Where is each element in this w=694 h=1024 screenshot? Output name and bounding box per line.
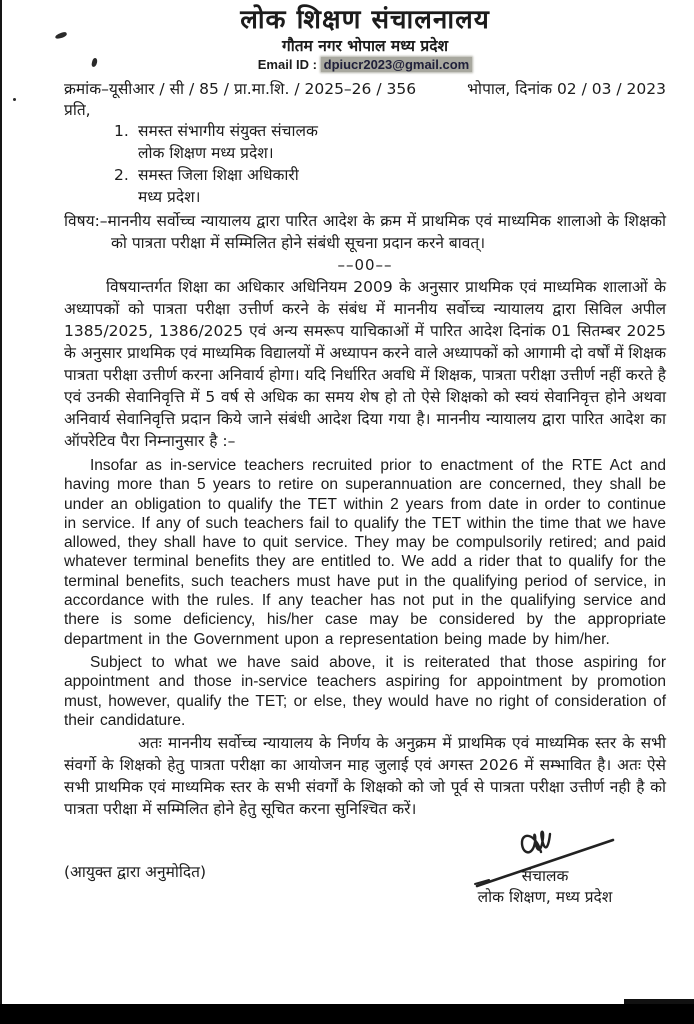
signature-area: [64, 824, 666, 944]
addressee-line: मध्य प्रदेश।: [138, 188, 201, 206]
signatory-designation: संचालक: [521, 867, 569, 886]
addressee-line: लोक शिक्षण मध्य प्रदेश।: [138, 144, 274, 162]
subject-line: विषय:–माननीय सर्वोच्च न्यायालय द्वारा पारित आदेश के क्रम में प्राथमिक एवं माध्यमिक शालाओ के शिक्षको को पात्रता परीक्षा में सम्मिलित होने संबंधी सूचना प्रदान करने बावत्।: [64, 212, 666, 252]
addressee-item: [114, 120, 666, 164]
approval-note: (आयुक्त द्वारा अनुमोदित): [64, 863, 207, 882]
reference-number: क्रमांक–यूसीआर / सी / 85 / प्रा.मा.शि. / 2025–26 / 356: [64, 80, 417, 98]
place-and-date: भोपाल, दिनांक 02 / 03 / 2023: [467, 80, 666, 98]
signatory-organisation: लोक शिक्षण, मध्य प्रदेश: [477, 888, 613, 907]
addressee-item: [114, 164, 666, 208]
section-divider: ––00––: [337, 256, 393, 274]
page-title: लोक शिक्षण संचालनालय: [240, 5, 490, 35]
addressee-line: समस्त संभागीय संयुक्त संचालक: [138, 122, 318, 140]
signature-block: [440, 824, 650, 908]
scan-edge-artifact-left: [0, 0, 2, 1024]
ink-speck: [13, 98, 16, 101]
email-value: dpiucr2023@gmail.com: [321, 57, 473, 72]
addressee-number: 1.: [114, 122, 129, 140]
page-subtitle: गौतम नगर भोपाल मध्य प्रदेश: [281, 37, 448, 55]
paragraph-english-quote-1: Insofar as in-service teachers recruited prior to enactment of the RTE Act and having more than 5 years to retire on superannuation are concerned, they shall be under an obligation to qualify the TET within 2 years from date in order to continue in service. If any of such teachers fail to qualify the TET within the time that we have allowed, they shall have to quit service. They may be compulsorily retired; and paid whatever terminal benefits they are entitled to. We add a rider that to qualify for the terminal benefits, such teachers must have put in the qualifying period of service, in accordance with the rules. If any teacher has not put in the qualifying service and there is some deficiency, his/her case may be considered by the appropriate department in the Government upon a representation being made by him/her.: [64, 457, 666, 648]
reference-row: [64, 78, 666, 100]
salutation: प्रति,: [64, 101, 91, 119]
email-line: [64, 56, 666, 74]
addressee-text: [138, 164, 299, 208]
paragraph-hindi-intro: विषयान्तर्गत शिक्षा का अधिकार अधिनियम 2009 के अनुसार प्राथमिक एवं माध्यमिक शालाओं के अध्यापकों को पात्रता परीक्षा उत्तीर्ण करने के संबंध में माननीय सर्वोच्च न्यायालय द्वारा सिविल अपील 1385/2025, 1386/2025 एवं अन्य समरूप याचिकाओं में पारित आदेश दिनांक 01 सितम्बर 2025 के अनुसार प्राथमिक एवं माध्यमिक विद्यालयों में अध्यापन करने वाले अध्यापकों को आगामी दो वर्षों में शिक्षक पात्रता परीक्षा उत्तीर्ण करना अनिवार्य होगा। यदि निर्धारित अवधि में शिक्षक, पात्रता परीक्षा उत्तीर्ण नहीं करते है एवं उनकी सेवानिवृत्ति में 5 वर्ष से अधिक का समय शेष हो तो ऐसे शिक्षको को स्वयं सेवानिवृत्त होने अथवा अनिवार्य सेवानिवृत्ति प्रदान किये जाने संबंधी आदेश दिया गया है। माननीय न्यायालय द्वारा पारित आदेश का ऑपरेटिव पैरा निम्नानुसार है :–: [64, 278, 666, 450]
paragraph-hindi-closing: अतः माननीय सर्वोच्च न्यायालय के निर्णय के अनुक्रम में प्राथमिक एवं माध्यमिक स्तर के सभी संवर्गो के शिक्षको हेतु पात्रता परीक्षा का आयोजन माह जुलाई एवं अगस्त 2026 में सम्भावित है। अतः ऐसे सभी प्राथमिक एवं माध्यमिक स्तर के सभी संवर्गों के शिक्षको को जो पूर्व से पात्रता परीक्षा उत्तीर्ण नही है को पात्रता परीक्षा में सम्मिलित होने हेतु सूचित करना सुनिश्चित करें।: [64, 734, 666, 819]
paragraph-english-quote-2: Subject to what we have said above, it is reiterated that those aspiring for appointment and those in-service teachers aspiring for appointment by promotion must, however, qualify the TET; or else, they would have no right of consideration of their candidature.: [64, 653, 666, 729]
email-label: Email ID :: [257, 57, 317, 72]
addressee-line: समस्त जिला शिक्षा अधिकारी: [138, 166, 299, 184]
addressee-text: [138, 120, 318, 164]
addressee-number: 2.: [114, 166, 129, 184]
scan-edge-artifact-bottom: [0, 1004, 694, 1024]
addressee-list: [114, 120, 666, 208]
